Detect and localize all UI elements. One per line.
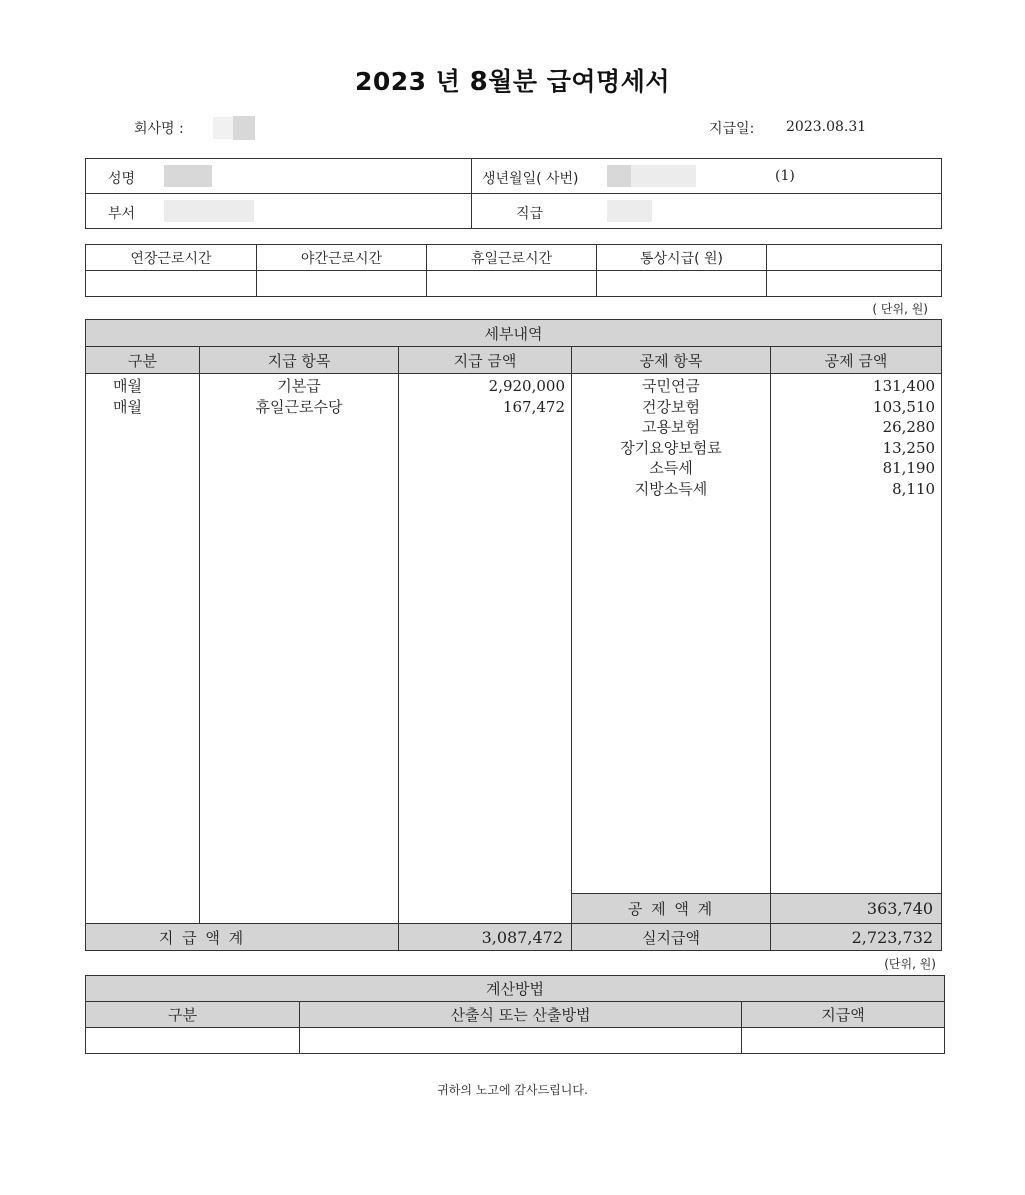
title-suffix: 월분 급여명세서: [488, 67, 670, 96]
calc-header-category: 구분: [86, 1002, 300, 1028]
col-header-pay-amount: 지급 금액: [399, 347, 572, 374]
hours-table: [85, 244, 942, 297]
dept-label: 부서: [108, 206, 136, 222]
name-redacted: [164, 165, 212, 187]
hours-value-blank: [767, 271, 942, 297]
emp-number: (1): [775, 168, 795, 184]
calc-header-amount: 지급액: [742, 1002, 945, 1028]
document-title: [0, 62, 1025, 98]
calc-value-formula: [300, 1028, 742, 1054]
hours-value-holiday: [427, 271, 597, 297]
calc-method-table: [85, 975, 945, 1054]
col-header-deduction-amount: 공제 금액: [771, 347, 942, 374]
birth-label: 생년월일( 사번): [482, 171, 579, 187]
pay-amounts-column: 2,920,000 167,472: [399, 374, 572, 924]
hours-header-holiday: 휴일근로시간: [427, 245, 597, 271]
company-redacted: [213, 117, 233, 139]
company-redacted-block: [233, 116, 255, 140]
name-cell: [86, 159, 472, 194]
company-label: 회사명 :: [134, 121, 184, 137]
deduction-total-value: 363,740: [771, 894, 942, 924]
thank-you-note: 귀하의 노고에 감사드립니다.: [437, 1083, 588, 1097]
hours-value-overtime: [86, 271, 257, 297]
calc-value-amount: [742, 1028, 945, 1054]
col-header-deduction-item: 공제 항목: [572, 347, 771, 374]
net-pay-label: 실지급액: [572, 924, 771, 951]
rank-label: 직급: [516, 206, 544, 222]
col-header-pay-item: 지급 항목: [200, 347, 399, 374]
unit-label: ( 단위, 원): [872, 302, 928, 316]
pay-detail-table: [85, 319, 942, 951]
calc-header-formula: 산출식 또는 산출방법: [300, 1002, 742, 1028]
hours-header-overtime: 연장근로시간: [86, 245, 257, 271]
name-label: 성명: [108, 171, 136, 187]
rank-redacted: [607, 200, 652, 222]
birth-cell: [472, 159, 942, 194]
details-section-title: 세부내역: [86, 320, 942, 347]
dept-cell: [86, 194, 472, 229]
pay-items-column: 기본급 휴일근로수당: [200, 374, 399, 924]
rank-cell: [472, 194, 942, 229]
hours-value-hourly-wage: [597, 271, 767, 297]
title-prefix: 2023 년: [355, 67, 470, 96]
title-month: 8: [469, 67, 489, 97]
hours-header-blank: [767, 245, 942, 271]
deduction-items-column: 국민연금 건강보험 고용보험 장기요양보험료 소득세 지방소득세: [572, 374, 771, 894]
birth-redacted-soft: [631, 165, 696, 187]
dept-redacted: [164, 200, 254, 222]
deduction-total-label: 공 제 액 계: [572, 894, 771, 924]
hours-value-night: [257, 271, 427, 297]
hours-header-night: 야간근로시간: [257, 245, 427, 271]
calc-value-category: [86, 1028, 300, 1054]
net-pay-value: 2,723,732: [771, 924, 942, 951]
hours-header-hourly-wage: 통상시급( 원): [597, 245, 767, 271]
col-header-category: 구분: [86, 347, 200, 374]
pay-total-value: 3,087,472: [399, 924, 572, 951]
employee-info-table: [85, 158, 942, 229]
calc-unit-label: (단위, 원): [884, 957, 936, 971]
deduction-amounts-column: 131,400 103,510 26,280 13,250 81,190 8,110: [771, 374, 942, 894]
payday-label: 지급일:: [709, 121, 755, 137]
calc-section-title: 계산방법: [86, 976, 945, 1002]
pay-total-label: 지 급 액 계: [86, 924, 399, 951]
category-column: 매월 매월: [86, 374, 200, 924]
payday-value: 2023.08.31: [786, 119, 867, 135]
birth-redacted: [607, 165, 631, 187]
